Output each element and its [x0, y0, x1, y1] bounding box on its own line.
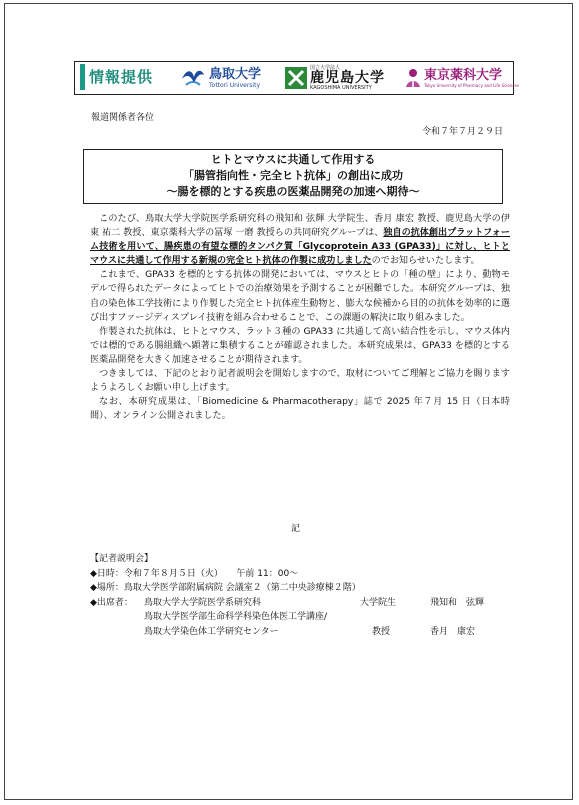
tottori-name-en: Tottori University — [209, 81, 260, 89]
p1-intro: このたび、鳥取大学大学院医学系研究科の飛知和 弦輝 大学院生、香月 康宏 教授、鹿児島大学の伊東 祐二 教授、東京薬科大学の冨塚 一磨 教授らの共同研究グループは、 — [90, 214, 510, 239]
attendee-role: 教授 — [372, 626, 391, 637]
press-conference-section — [90, 552, 485, 640]
attendee-org: 鳥取大学大学院医学系研究科 — [144, 597, 262, 608]
attendees-label: ◆出席者： — [90, 597, 133, 608]
tokyo-pharmacy-logo — [404, 64, 519, 92]
attendee-name: 香月 康宏 — [430, 626, 476, 637]
recipients-line: 報道関係者各位 — [91, 113, 155, 123]
title-line-3: ～腸を標的とする疾患の医薬品開発の加速へ期待～ — [166, 185, 420, 198]
release-date: 令和７年７月２９日 — [421, 127, 503, 137]
attendee-org: 鳥取大学医学部生命科学科染色体医工学講座/ — [144, 612, 328, 623]
paragraph-5: なお、本研究成果は、「Biomedicine & Pharmacotherapy」誌で 2025 年７月 15 日（日本時間）、オンライン公開されました。 — [90, 397, 510, 422]
kagoshima-mark-icon — [285, 67, 307, 89]
tottori-university-logo — [180, 64, 261, 92]
tottori-mark-icon — [180, 67, 206, 89]
kagoshima-prefix: 国立大学法人 — [310, 64, 341, 71]
paragraph-4: つきましては、下記のとおり記者説明会を開始しますので、取材についてご理解とご協力を賜りますようよろしくお願い申し上げます。 — [90, 369, 510, 394]
toyaku-name-en: Tokyo University of Pharmacy and Life Sciences — [424, 82, 520, 88]
paragraph-2: これまで、GPA33 を標的とする抗体の開発においては、マウスとヒトの「種の壁」により、動物モデルで得られたデータによってヒトでの治療効果を予測することが困難でした。本研究グループは、独自の染色体工学技術により作製した完全ヒト抗体産生動物と、膨大な候補から目的の抗体を効率的に選び出すファージディスプレイ技術を組み合わせることで、この課題の解決に取り組みました。 — [90, 270, 510, 323]
info-provision-label: 情報提供 — [80, 64, 157, 90]
press-place: ◆場所：鳥取大学医学部附属病院 会議室２（第二中央診療棟２階） — [90, 583, 361, 594]
kagoshima-university-logo — [285, 64, 385, 92]
attendee-role: 大学院生 — [360, 597, 397, 608]
kagoshima-name-en: KAGOSHIMA UNIVERSITY — [310, 84, 372, 91]
body-text — [90, 212, 510, 423]
attendee-name: 飛知和 弦輝 — [430, 597, 485, 608]
press-heading: 【記者説明会】 — [90, 554, 154, 564]
p1-highlight: 独自の抗体創出プラットフォーム技術を用いて、腸疾患の有望な標的タンパク質「Glycoprotein A33 (GPA33)」に対し、ヒトとマウスに共通して作用する新規の完全ヒト抗体の作製に成功しました — [90, 228, 510, 267]
toyaku-mark-icon — [404, 67, 422, 89]
ki-marker: 記 — [291, 524, 301, 534]
p1-outro: のでお知らせいたします。 — [371, 256, 480, 267]
paragraph-3: 作製された抗体は、ヒトとマウス、ラット３種の GPA33 に共通して高い結合性を示し、マウス体内では標的である腸組織へ顕著に集積することが確認されました。本研究成果は、GPA33 を標的とする医薬品開発を大きく加速させることが期待されます。 — [90, 326, 510, 365]
press-datetime: ◆日時：令和７年８月５日（火） 午前 11：00～ — [90, 568, 299, 579]
kagoshima-name: 鹿児島大学 — [310, 69, 385, 86]
toyaku-name: 東京薬科大学 — [424, 67, 503, 83]
title-line-2: 「腸管指向性・完全ヒト抗体」の創出に成功 — [183, 169, 403, 182]
title-line-1: ヒトとマウスに共通して作用する — [210, 153, 376, 166]
attendee-row-1 — [90, 596, 485, 611]
attendee-row-3 — [90, 625, 476, 640]
paragraph-1 — [90, 212, 510, 268]
tottori-name: 鳥取大学 — [209, 66, 262, 82]
press-title-box — [83, 149, 503, 204]
attendee-org: 鳥取大学染色体工学研究センター — [144, 626, 279, 637]
attendee-row-2 — [90, 610, 361, 625]
